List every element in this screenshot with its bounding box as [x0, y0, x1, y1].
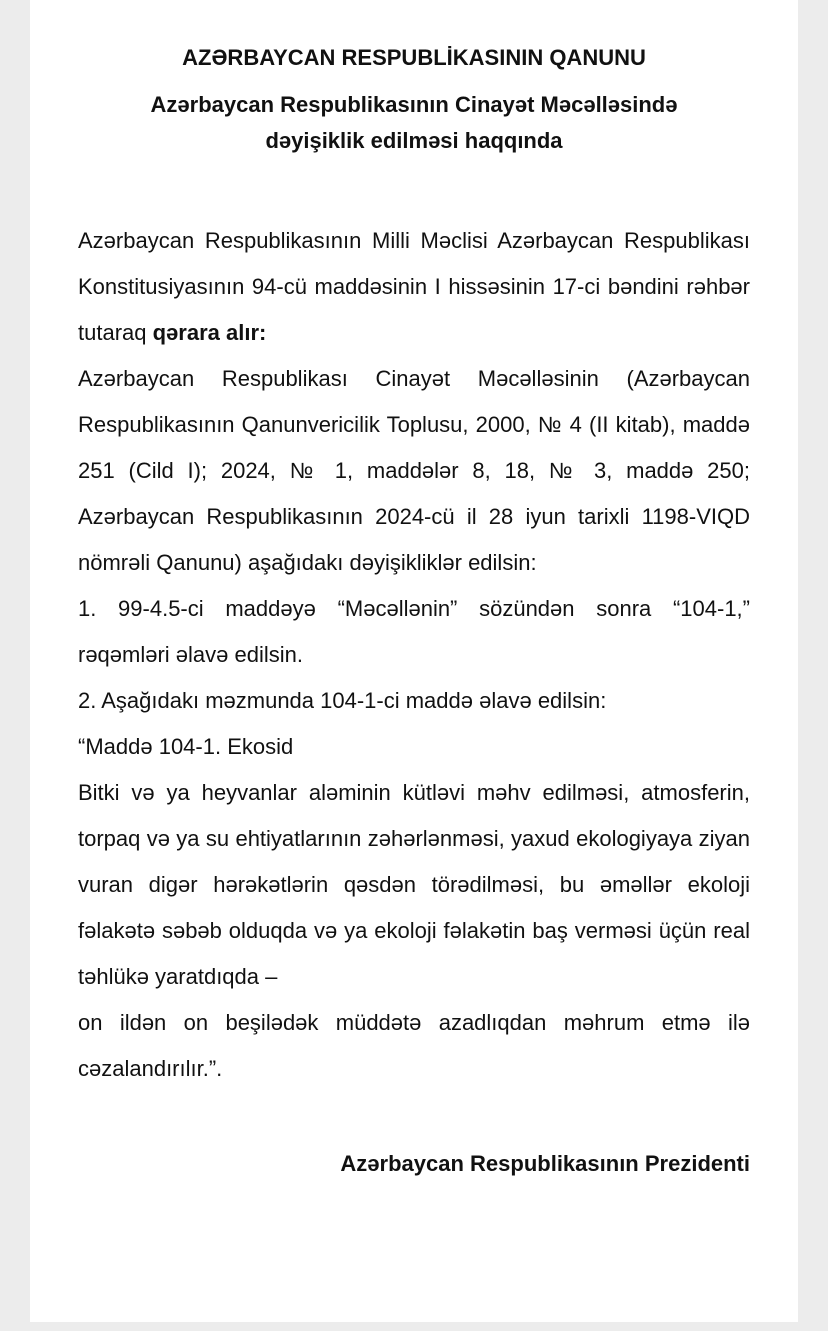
preamble-text: Azərbaycan Respublikasının Milli Məclisi Azərbaycan Respublikası Konstitusiyasının 94-cü maddəsinin I hissəsinin 17-ci bəndini rəhbər tutaraq [78, 228, 750, 345]
article-title: “Maddə 104-1. Ekosid [78, 734, 294, 759]
preamble-decision: qərara alır: [152, 320, 267, 345]
document-title: AZƏRBAYCAN RESPUBLİKASININ QANUNU [182, 45, 646, 70]
preamble-paragraph [78, 218, 750, 356]
signature: Azərbaycan Respublikasının Prezidenti [340, 1151, 750, 1176]
document-subtitle-line1: Azərbaycan Respublikasının Cinayət Məcəlləsində [150, 92, 678, 117]
amendment-item-2: 2. Aşağıdakı məzmunda 104-1-ci maddə əlavə edilsin: [78, 688, 607, 713]
document-subtitle-line2: dəyişiklik edilməsi haqqında [265, 128, 563, 153]
article-penalty: on ildən on beşilədək müddətə azadlıqdan məhrum etmə ilə cəzalandırılır.”. [78, 1010, 750, 1081]
document-page [30, 0, 798, 1322]
document-subtitle [78, 87, 750, 159]
intro-paragraph: Azərbaycan Respublikası Cinayət Məcəlləsinin (Azərbaycan Respublikasının Qanunvericilik Toplusu, 2000, № 4 (II kitab), maddə 251 (Cild I); 2024, № 1, maddələr 8, 18, № 3, maddə 250; Azərbaycan Respublikasının 2024-cü il 28 iyun tarixli 1198-VIQD nömrəli Qanunu) aşağıdakı dəyişikliklər edilsin: [78, 366, 750, 575]
document-body [78, 218, 750, 1092]
law-document [78, 40, 750, 1187]
article-text: Bitki və ya heyvanlar aləminin kütləvi məhv edilməsi, atmosferin, torpaq və ya su ehtiyatlarının zəhərlənməsi, yaxud ekologiyaya ziyan vuran digər hərəkətlərin qəsdən törədilməsi, bu əməllər ekoloji fəlakətə səbəb olduqda və ya ekoloji fəlakətin baş verməsi üçün real təhlükə yaratdıqda – [78, 780, 750, 989]
amendment-item-1: 1. 99-4.5-ci maddəyə “Məcəllənin” sözündən sonra “104-1,” rəqəmləri əlavə edilsin. [78, 596, 750, 667]
